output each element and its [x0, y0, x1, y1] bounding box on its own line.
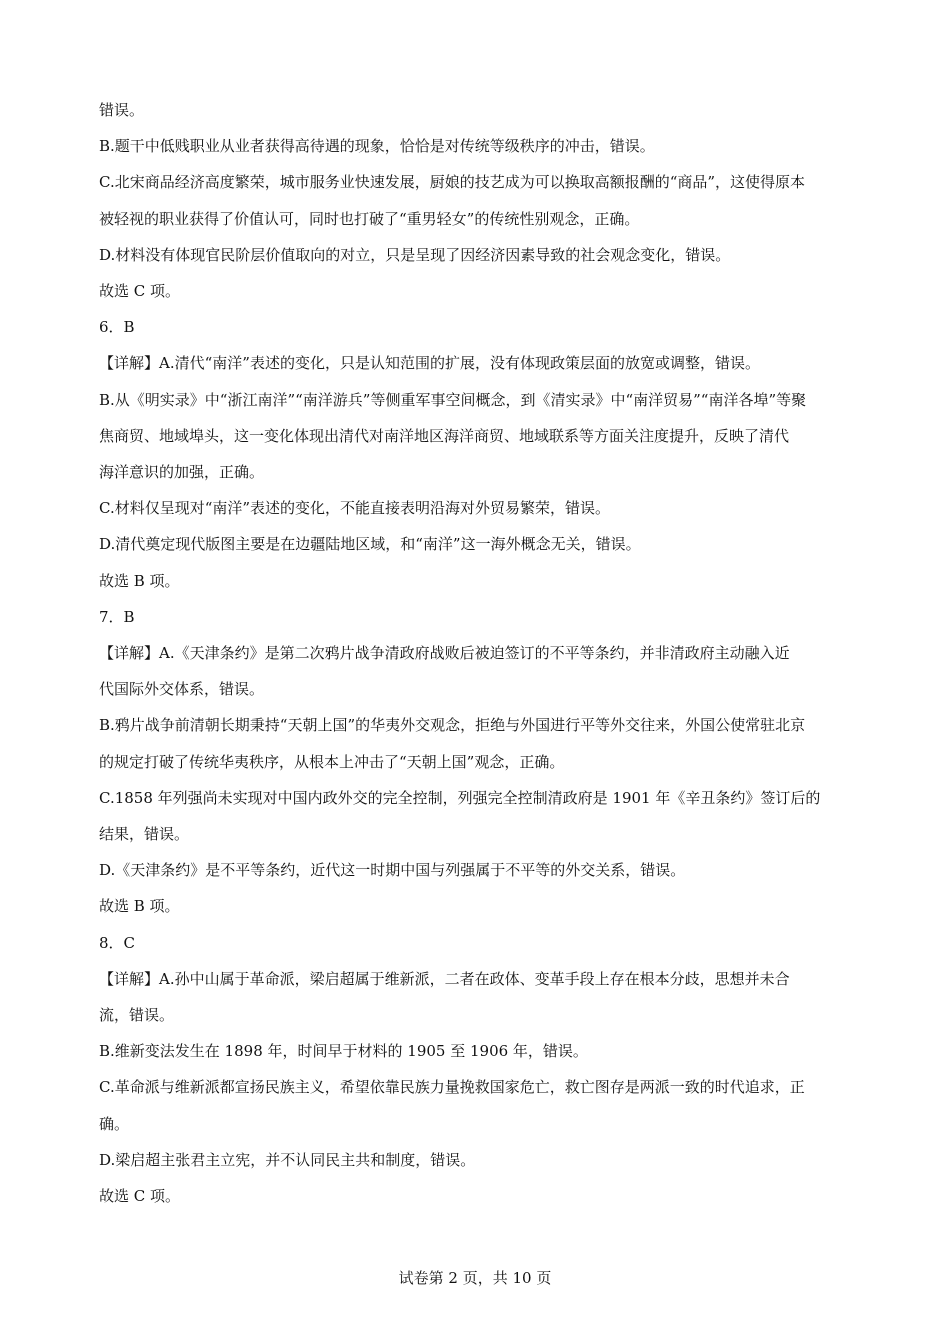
text-line: 代国际外交体系，错误。 [99, 680, 265, 699]
text-line: B.题干中低贱职业从业者获得高待遇的现象，恰恰是对传统等级秩序的冲击，错误。 [99, 137, 655, 156]
text-line: C.革命派与维新派都宣扬民族主义，希望依靠民族力量挽救国家危亡，救亡图存是两派一致的时代追求，正 [99, 1078, 805, 1097]
text-line: C.1858 年列强尚未实现对中国内政外交的完全控制，列强完全控制清政府是 1901 年《辛丑条约》签订后的 [99, 788, 821, 807]
text-line: 确。 [99, 1114, 130, 1133]
text-line: 故选 C 项。 [99, 1187, 181, 1206]
answer-explanations [99, 92, 859, 1214]
text-line: 7．B [99, 607, 135, 626]
text-line: D.梁启超主张君主立宪，并不认同民主共和制度，错误。 [99, 1150, 476, 1169]
page-footer: 试卷第 2 页，共 10 页 [398, 1269, 552, 1287]
text-line: 【详解】A.孙中山属于革命派，梁启超属于维新派，二者在政体、变革手段上存在根本分歧，思想并未合 [99, 969, 790, 988]
text-line: 海洋意识的加强，正确。 [99, 463, 265, 482]
text-line: C.材料仅呈现对“南洋”表述的变化，不能直接表明沿海对外贸易繁荣，错误。 [99, 499, 611, 518]
text-line: 8．C [99, 933, 136, 952]
text-line: 结果，错误。 [99, 825, 190, 844]
text-line: 被轻视的职业获得了价值认可，同时也打破了“重男轻女”的传统性别观念，正确。 [99, 209, 640, 228]
text-line: 【详解】A.清代“南洋”表述的变化，只是认知范围的扩展，没有体现政策层面的放宽或调整，错误。 [99, 354, 760, 373]
text-line: 故选 B 项。 [99, 571, 180, 590]
text-line: B.鸦片战争前清朝长期秉持“天朝上国”的华夷外交观念，拒绝与外国进行平等外交往来，外国公使常驻北京 [99, 716, 806, 735]
text-line: 错误。 [99, 101, 145, 119]
text-line: 6．B [99, 318, 135, 337]
text-line: D.材料没有体现官民阶层价值取向的对立，只是呈现了因经济因素导致的社会观念变化，错误。 [99, 245, 731, 264]
text-line: 流，错误。 [99, 1006, 175, 1025]
text-line: 故选 C 项。 [99, 282, 181, 301]
text-line: B.维新变法发生在 1898 年，时间早于材料的 1905 至 1906 年，错误。 [99, 1042, 588, 1061]
text-line: 的规定打破了传统华夷秩序，从根本上冲击了“天朝上国”观念，正确。 [99, 752, 565, 771]
text-line: D.《天津条约》是不平等条约，近代这一时期中国与列强属于不平等的外交关系，错误。 [99, 861, 686, 880]
text-line: D.清代奠定现代版图主要是在边疆陆地区域，和“南洋”这一海外概念无关，错误。 [99, 535, 641, 554]
text-line: 故选 B 项。 [99, 897, 180, 916]
text-line: 焦商贸、地域埠头，这一变化体现出清代对南洋地区海洋商贸、地域联系等方面关注度提升，反映了清代 [99, 426, 790, 445]
text-line: 【详解】A.《天津条约》是第二次鸦片战争清政府战败后被迫签订的不平等条约，并非清政府主动融入近 [99, 644, 790, 663]
text-line: B.从《明实录》中“浙江南洋”“南洋游兵”等侧重军事空间概念，到《清实录》中“南洋贸易”“南洋各埠”等聚 [99, 390, 807, 409]
text-line: C.北宋商品经济高度繁荣，城市服务业快速发展，厨娘的技艺成为可以换取高额报酬的“商品”，这使得原本 [99, 173, 806, 192]
